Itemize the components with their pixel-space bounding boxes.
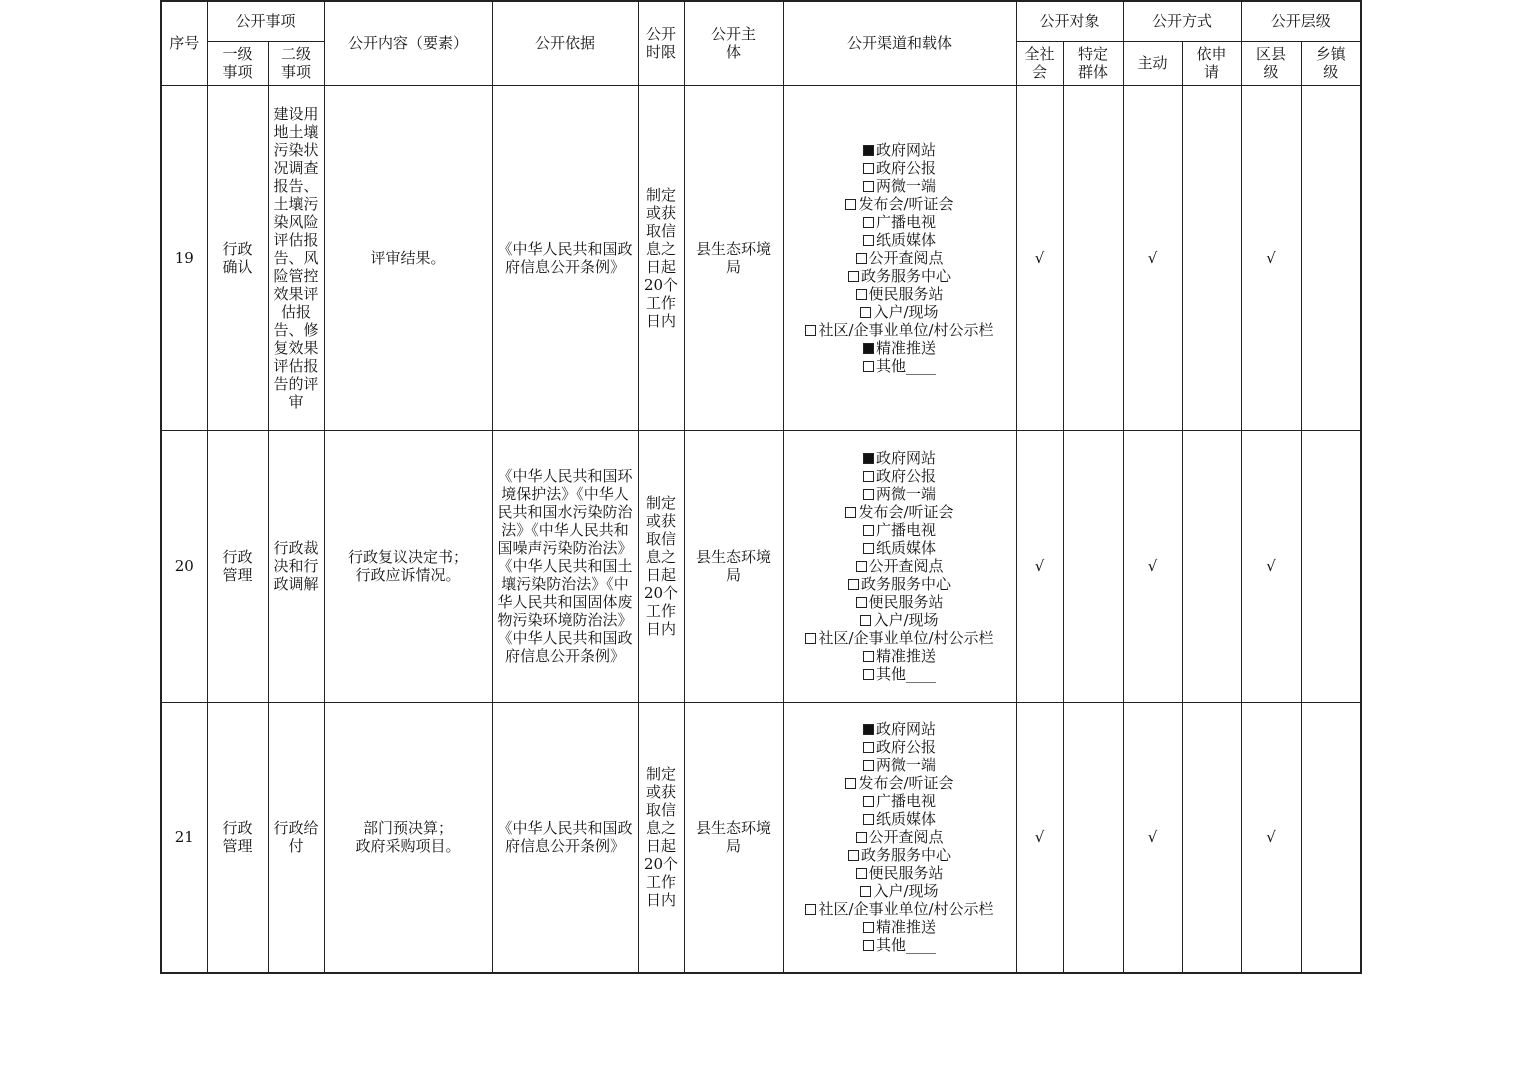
channel-option <box>786 936 1014 954</box>
cell-seq: 20 <box>161 430 207 702</box>
channel-label: 发布会/听证会 <box>858 774 954 793</box>
cell-seq: 19 <box>161 85 207 430</box>
channel-option <box>786 720 1014 738</box>
channel-label: 便民服务站 <box>868 864 944 883</box>
channel-label: 公开查阅点 <box>868 557 944 575</box>
cell-method-request <box>1182 430 1241 702</box>
header-method: 公开方式 <box>1123 1 1241 41</box>
channel-label: 便民服务站 <box>868 284 944 303</box>
channel-option <box>786 665 1014 683</box>
cell-time-limit: 制定或获取信息之日起20个工作日内 <box>638 85 684 430</box>
unchecked-box-icon <box>845 507 856 518</box>
cell-tier-county: √ <box>1241 430 1301 702</box>
unchecked-box-icon <box>863 181 874 192</box>
cell-channels <box>783 430 1016 702</box>
channel-label: 精准推送 <box>876 647 937 665</box>
channel-label: 政府公报 <box>876 158 937 177</box>
channel-option <box>786 213 1014 231</box>
channel-label: 政府公报 <box>876 467 937 485</box>
cell-level2: 建设用地土壤污染状况调查报告、土壤污染风险评估报告、风险管控效果评估报告、修复效果评估报告的评审 <box>268 85 324 430</box>
channel-option <box>786 593 1014 611</box>
channel-option <box>786 357 1014 375</box>
channel-option <box>786 792 1014 810</box>
cell-method-request <box>1182 85 1241 430</box>
header-time-limit: 公开时限 <box>638 1 684 85</box>
unchecked-box-icon <box>860 886 871 897</box>
channel-option <box>786 647 1014 665</box>
cell-level2: 行政裁决和行政调解 <box>268 430 324 702</box>
cell-audience-specific <box>1063 702 1123 973</box>
header-subject: 公开主体 <box>684 1 783 85</box>
table-row <box>161 430 1361 702</box>
cell-channels <box>783 702 1016 973</box>
unchecked-box-icon <box>863 760 874 771</box>
unchecked-box-icon <box>848 579 859 590</box>
header-content: 公开内容（要素） <box>324 1 492 85</box>
unchecked-box-icon <box>863 489 874 500</box>
cell-audience-all: √ <box>1016 430 1063 702</box>
channel-option <box>786 611 1014 629</box>
header-method-active: 主动 <box>1123 41 1182 85</box>
cell-tier-town <box>1301 430 1361 702</box>
cell-basis: 《中华人民共和国环境保护法》《中华人民共和国水污染防治法》《中华人民共和国噪声污染防治法》《中华人民共和国土壤污染防治法》《中华人民共和国固体废物污染环境防治法》《中华人民共和国政府信息公开条例》 <box>492 430 638 702</box>
cell-method-active: √ <box>1123 430 1182 702</box>
channel-option <box>786 575 1014 593</box>
unchecked-box-icon <box>863 361 874 372</box>
header-level2: 二级事项 <box>268 41 324 85</box>
cell-level1: 行政确认 <box>207 85 268 430</box>
channel-option <box>786 195 1014 213</box>
cell-channels <box>783 85 1016 430</box>
unchecked-box-icon <box>845 199 856 210</box>
unchecked-box-icon <box>845 778 856 789</box>
header-seq: 序号 <box>161 1 207 85</box>
channel-option <box>786 539 1014 557</box>
channel-option <box>786 503 1014 521</box>
header-audience: 公开对象 <box>1016 1 1123 41</box>
header-tier-town: 乡镇级 <box>1301 41 1361 85</box>
header-method-request: 依申请 <box>1182 41 1241 85</box>
cell-method-request <box>1182 702 1241 973</box>
content-line: 评审结果。 <box>370 248 446 267</box>
channel-label: 精准推送 <box>876 338 937 357</box>
header-matter: 公开事项 <box>207 1 324 41</box>
channel-option <box>786 864 1014 882</box>
channel-label: 政府网站 <box>876 140 937 159</box>
channel-option <box>786 339 1014 357</box>
header-audience-specific: 特定群体 <box>1063 41 1123 85</box>
unchecked-box-icon <box>863 235 874 246</box>
channel-option <box>786 521 1014 539</box>
content-line: 行政复议决定书； <box>348 548 469 566</box>
unchecked-box-icon <box>863 163 874 174</box>
unchecked-box-icon <box>863 814 874 825</box>
cell-content <box>324 430 492 702</box>
channel-option <box>786 449 1014 467</box>
cell-method-active: √ <box>1123 702 1182 973</box>
channel-label: 政务服务中心 <box>861 846 952 865</box>
channel-option <box>786 828 1014 846</box>
cell-level1: 行政管理 <box>207 430 268 702</box>
channel-label: 政府网站 <box>876 449 937 467</box>
header-level1: 一级事项 <box>207 41 268 85</box>
channel-option <box>786 177 1014 195</box>
channel-label: 广播电视 <box>876 792 937 811</box>
table-row <box>161 85 1361 430</box>
unchecked-box-icon <box>856 868 867 879</box>
channel-option <box>786 774 1014 792</box>
header-channel: 公开渠道和载体 <box>783 1 1016 85</box>
table-header <box>161 1 1361 85</box>
channel-option <box>786 810 1014 828</box>
unchecked-box-icon <box>863 796 874 807</box>
channel-label: 两微一端 <box>876 176 937 195</box>
channel-option <box>786 285 1014 303</box>
cell-method-active: √ <box>1123 85 1182 430</box>
channel-label: 发布会/听证会 <box>858 503 954 521</box>
channel-option <box>786 629 1014 647</box>
channel-option <box>786 900 1014 918</box>
channel-option <box>786 267 1014 285</box>
unchecked-box-icon <box>848 850 859 861</box>
channel-label: 广播电视 <box>876 212 937 231</box>
unchecked-box-icon <box>856 597 867 608</box>
header-tier-county: 区县级 <box>1241 41 1301 85</box>
cell-seq: 21 <box>161 702 207 973</box>
channel-label: 政府网站 <box>876 720 937 739</box>
unchecked-box-icon <box>863 471 874 482</box>
channel-option <box>786 485 1014 503</box>
channel-label: 纸质媒体 <box>876 539 937 557</box>
cell-tier-county: √ <box>1241 85 1301 430</box>
unchecked-box-icon <box>863 669 874 680</box>
checked-box-icon <box>863 453 874 464</box>
unchecked-box-icon <box>863 543 874 554</box>
header-tier: 公开层级 <box>1241 1 1361 41</box>
cell-level1: 行政管理 <box>207 702 268 973</box>
unchecked-box-icon <box>805 325 816 336</box>
channel-label: 两微一端 <box>876 485 937 503</box>
channel-label: 其他____ <box>876 356 937 375</box>
cell-audience-all: √ <box>1016 702 1063 973</box>
unchecked-box-icon <box>863 742 874 753</box>
cell-time-limit: 制定或获取信息之日起20个工作日内 <box>638 702 684 973</box>
unchecked-box-icon <box>805 904 816 915</box>
channel-option <box>786 141 1014 159</box>
header-basis: 公开依据 <box>492 1 638 85</box>
table-body <box>161 85 1361 973</box>
unchecked-box-icon <box>860 615 871 626</box>
content-line: 政府采购项目。 <box>355 837 461 856</box>
channel-label: 精准推送 <box>876 918 937 937</box>
channel-label: 政府公报 <box>876 738 937 757</box>
unchecked-box-icon <box>805 633 816 644</box>
unchecked-box-icon <box>863 922 874 933</box>
cell-content <box>324 85 492 430</box>
unchecked-box-icon <box>848 271 859 282</box>
channel-label: 社区/企事业单位/村公示栏 <box>818 629 994 647</box>
cell-subject: 县生态环境局 <box>684 430 783 702</box>
channel-label: 入户/现场 <box>873 882 939 901</box>
unchecked-box-icon <box>860 307 871 318</box>
cell-audience-all: √ <box>1016 85 1063 430</box>
channel-label: 便民服务站 <box>868 593 944 611</box>
channel-option <box>786 756 1014 774</box>
channel-option <box>786 846 1014 864</box>
cell-basis: 《中华人民共和国政府信息公开条例》 <box>492 85 638 430</box>
unchecked-box-icon <box>863 525 874 536</box>
channel-label: 广播电视 <box>876 521 937 539</box>
cell-tier-county: √ <box>1241 702 1301 973</box>
channel-option <box>786 249 1014 267</box>
header-audience-all: 全社会 <box>1016 41 1063 85</box>
checked-box-icon <box>863 724 874 735</box>
cell-basis: 《中华人民共和国政府信息公开条例》 <box>492 702 638 973</box>
cell-time-limit: 制定或获取信息之日起20个工作日内 <box>638 430 684 702</box>
channel-option <box>786 231 1014 249</box>
cell-tier-town <box>1301 85 1361 430</box>
channel-option <box>786 321 1014 339</box>
channel-label: 政务服务中心 <box>861 266 952 285</box>
channel-label: 发布会/听证会 <box>858 194 954 213</box>
cell-content <box>324 702 492 973</box>
channel-option <box>786 467 1014 485</box>
channel-label: 纸质媒体 <box>876 230 937 249</box>
channel-label: 入户/现场 <box>873 302 939 321</box>
channel-option <box>786 738 1014 756</box>
cell-subject: 县生态环境局 <box>684 702 783 973</box>
channel-label: 其他____ <box>876 665 937 683</box>
channel-label: 政务服务中心 <box>861 575 952 593</box>
channel-option <box>786 918 1014 936</box>
unchecked-box-icon <box>863 217 874 228</box>
content-line: 行政应诉情况。 <box>355 566 461 584</box>
channel-label: 社区/企事业单位/村公示栏 <box>818 900 994 919</box>
cell-subject: 县生态环境局 <box>684 85 783 430</box>
table-row <box>161 702 1361 973</box>
channel-label: 公开查阅点 <box>868 828 944 847</box>
unchecked-box-icon <box>856 561 867 572</box>
unchecked-box-icon <box>856 832 867 843</box>
channel-label: 纸质媒体 <box>876 810 937 829</box>
channel-label: 公开查阅点 <box>868 248 944 267</box>
channel-option <box>786 303 1014 321</box>
channel-option <box>786 882 1014 900</box>
checked-box-icon <box>863 343 874 354</box>
cell-tier-town <box>1301 702 1361 973</box>
unchecked-box-icon <box>863 940 874 951</box>
channel-label: 社区/企事业单位/村公示栏 <box>818 320 994 339</box>
disclosure-table <box>160 0 1362 974</box>
content-line: 部门预决算； <box>363 819 454 838</box>
channel-label: 其他____ <box>876 936 937 955</box>
cell-audience-specific <box>1063 430 1123 702</box>
cell-audience-specific <box>1063 85 1123 430</box>
unchecked-box-icon <box>863 651 874 662</box>
unchecked-box-icon <box>856 253 867 264</box>
channel-option <box>786 159 1014 177</box>
unchecked-box-icon <box>856 289 867 300</box>
channel-option <box>786 557 1014 575</box>
channel-label: 入户/现场 <box>873 611 939 629</box>
checked-box-icon <box>863 145 874 156</box>
cell-level2: 行政给付 <box>268 702 324 973</box>
channel-label: 两微一端 <box>876 756 937 775</box>
